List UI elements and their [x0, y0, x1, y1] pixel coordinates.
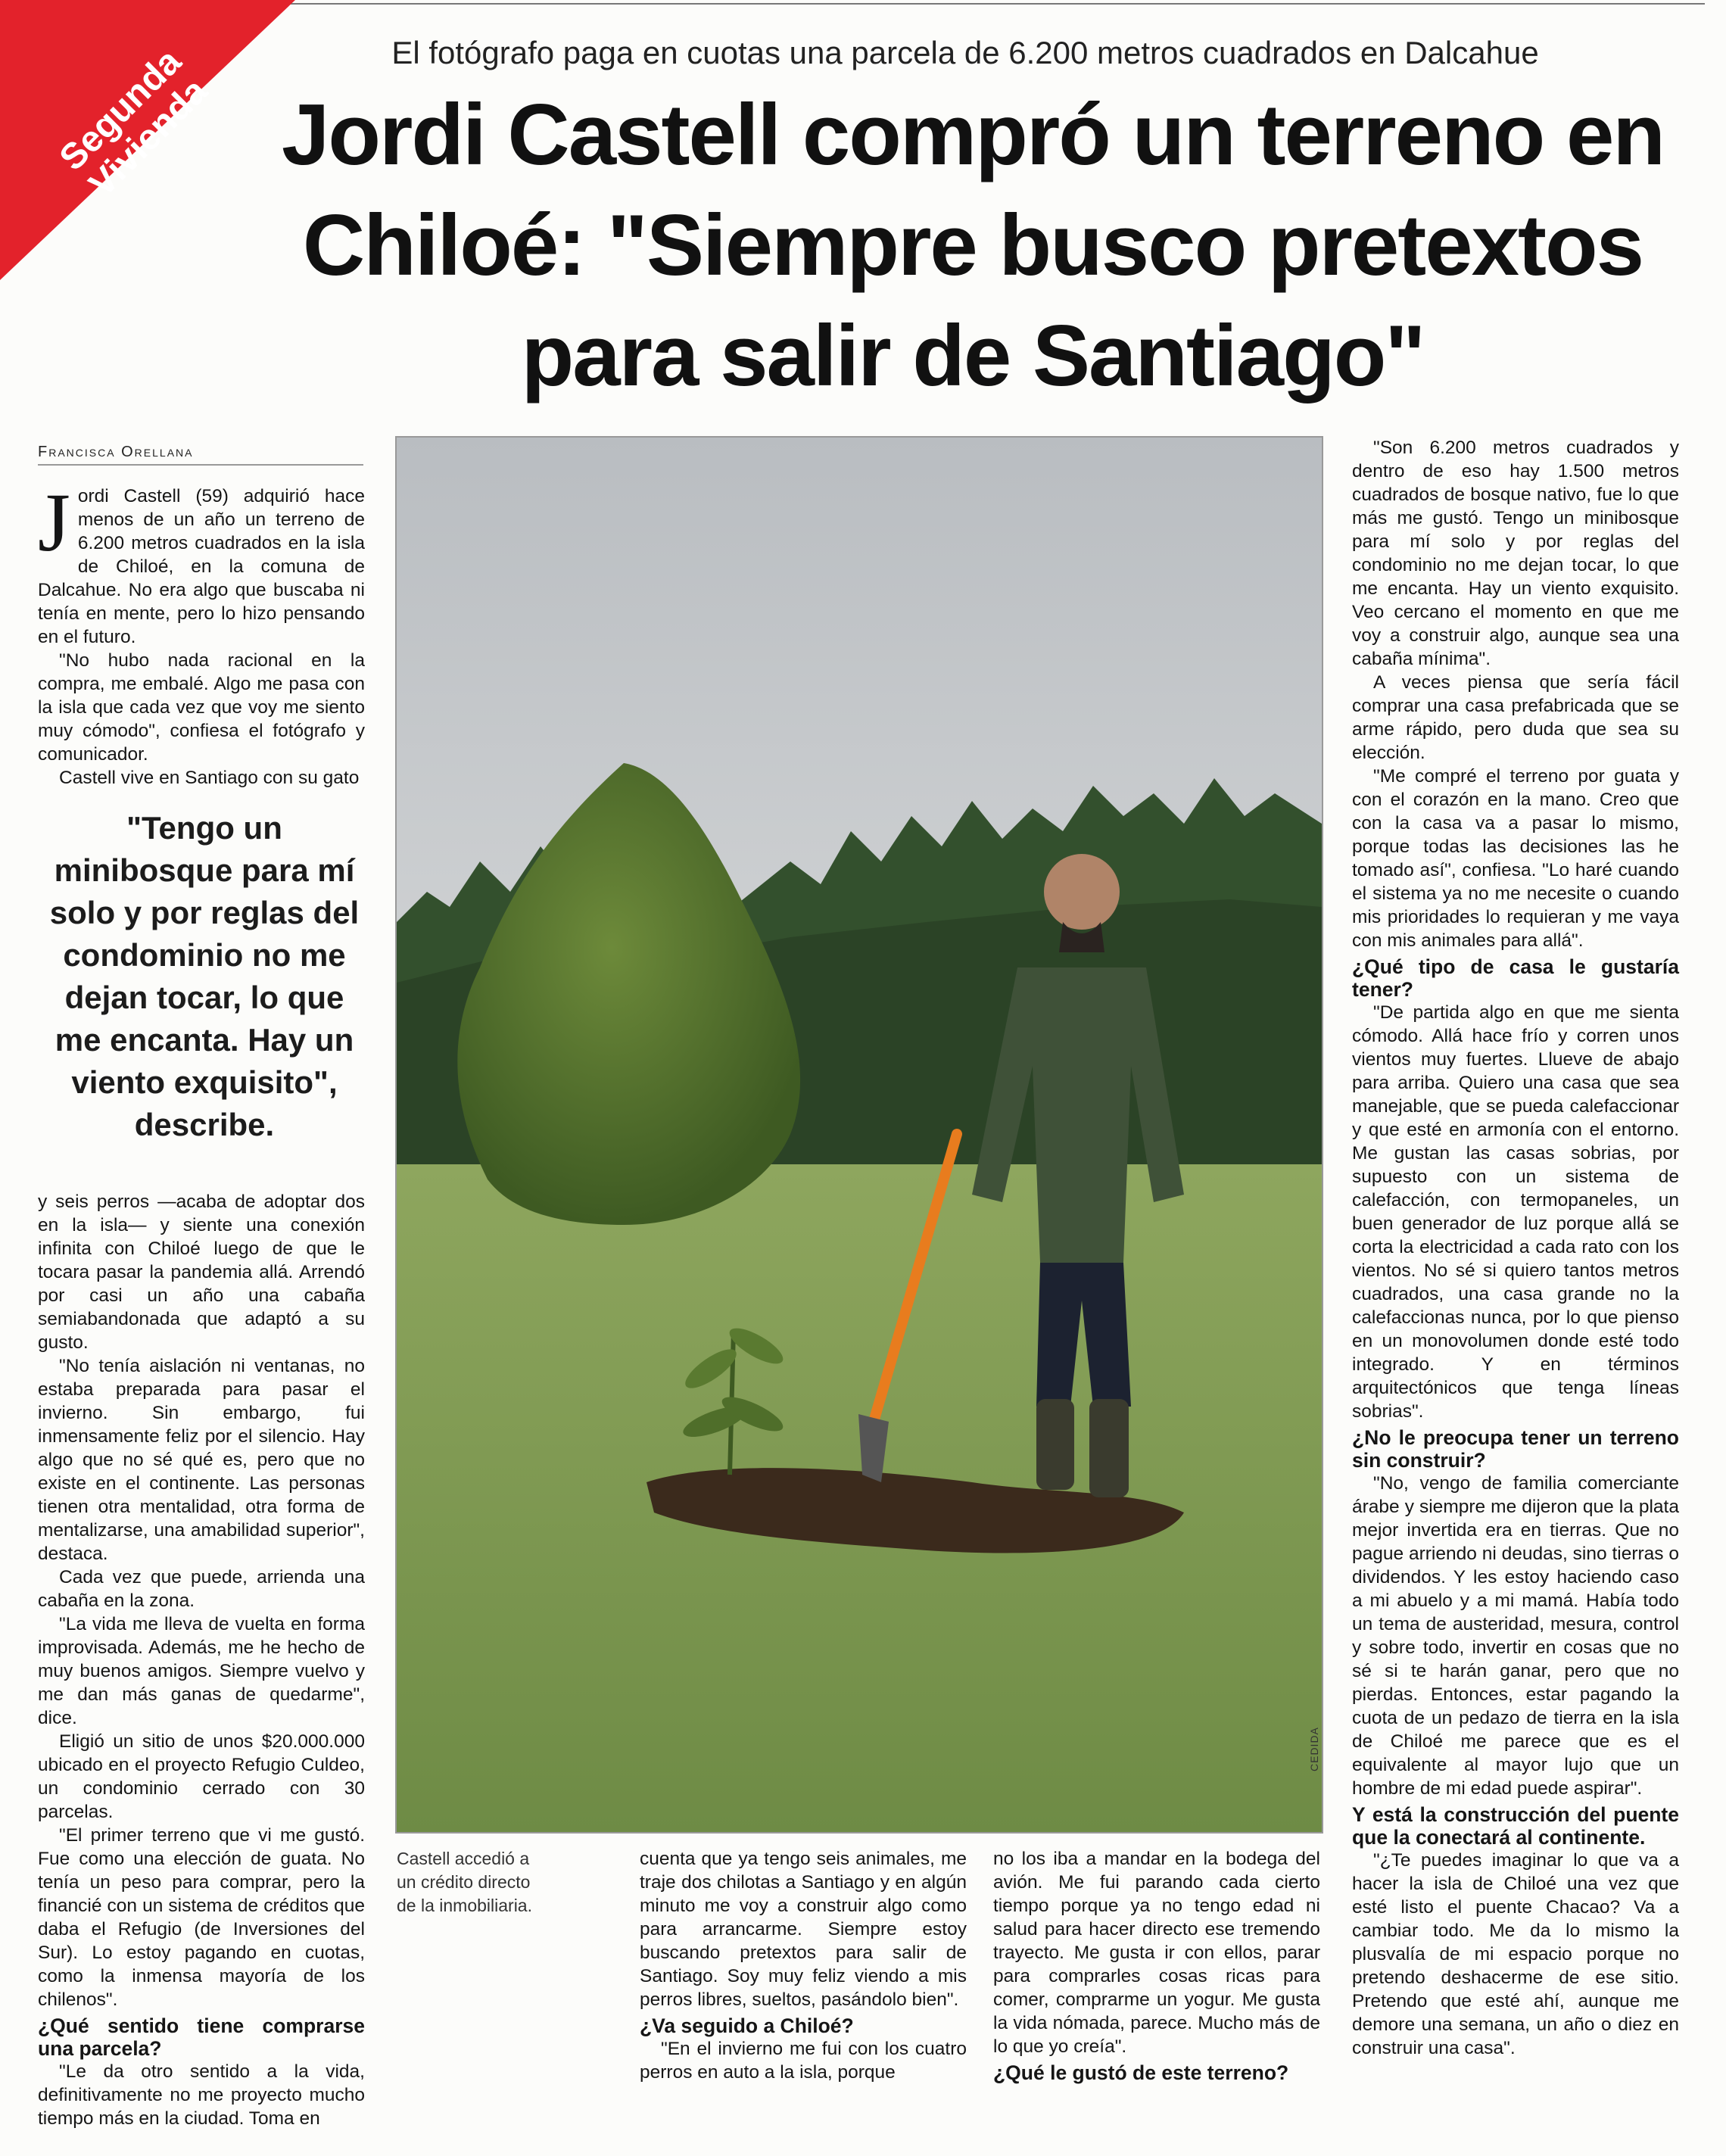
drop-cap: J: [38, 476, 70, 569]
paragraph: "No tenía aislación ni ventanas, no estaba preparada para pasar el invierno. Sin embargo, fui inmensamente feliz por el silencio. Hay algo que no sé qué es, pero que no existe en el continente. Las personas tienen otra mentalidad, otra forma de mentalizarse, una amabilidad superior", destaca.: [38, 1356, 365, 1564]
column-1-top: [38, 476, 365, 790]
headline: Jordi Castell compró un terreno en Chiloé: "Siempre busco pretextos para salir de Santiago": [281, 87, 1665, 404]
paragraph: no los iba a mandar en la bodega del avión. Me fui parando cada cierto tiempo porque ya no tengo edad ni salud para hacer directo ese tremendo trayecto. Me gusta ir con ellos, parar para comprarles cosas ricas para comer, comprarme un yogur. Me gusta la vida nómada, parece. Mucho más de lo que yo creía".: [993, 1849, 1320, 2057]
paragraph: y seis perros —acaba de adoptar dos en la isla— y siente una conexión infinita con Chiloé luego de que le tocara pasar la pandemia allá. Arrendó por casi un año una cabaña semiabandonada que adaptó a su gusto.: [38, 1192, 365, 1353]
interview-question: ¿Qué le gustó de este terreno?: [993, 2061, 1289, 2084]
paragraph: "Son 6.200 metros cuadrados y dentro de eso hay 1.500 metros cuadrados de bosque nativo, fue lo que más me gustó. Tengo un minibosque para mí solo y por reglas del condominio no me dejan tocar, lo que me encanta. Hay un viento exquisito. Veo cercano el momento en que me voy a construir algo, aunque sea una cabaña mínima".: [1352, 438, 1679, 669]
paragraph: "No, vengo de familia comerciante árabe y siempre me dijeron que la plata mejor invertida era en tierras. Que no pague arriendo ni deudas, sino tierras o dividendos. Y les estoy haciendo caso a mi abuelo y a mi mamá. Había todo un tema de austeridad, mesura, control y sobre todo, invertir en cosas que no sé si te harán ganar, pero que no pierdas. Entonces, estar pagando la cuota de un pedazo de tierra en la isla de Chiloé me parece que es el equivalente al mayor lujo que un hombre de mi edad puede aspirar".: [1352, 1473, 1679, 1799]
paragraph: Cada vez que puede, arrienda una cabaña en la zona.: [38, 1567, 365, 1611]
photo-credit: CEDIDA: [1308, 1727, 1320, 1771]
paragraph: "El primer terreno que vi me gustó. Fue como una elección de guata. No tenía un peso para comprar, pero la financié con un sistema de créditos que daba el Refugio (de Inversiones del Sur). Lo estoy pagando en cuotas, como la inmensa mayoría de los chilenos".: [38, 1825, 365, 2010]
column-4: [1352, 436, 1679, 2060]
paragraph: Eligió un sitio de unos $20.000.000 ubicado en el proyecto Refugio Culdeo, un condominio cerrado con 30 parcelas.: [38, 1731, 365, 1822]
paragraph: "¿Te puedes imaginar lo que va a hacer la isla de Chiloé una vez que esté listo el puente Chacao? Va a cambiar todo. Me da lo mismo la plusvalía de mi espacio porque no pretendo deshacerme de ese sitio. Pretendo que esté ahí, aunque me demore una semana, un año o diez en construir una casa".: [1352, 1850, 1679, 2058]
paragraph: Castell vive en Santiago con su gato: [59, 768, 360, 788]
article-photo: [395, 436, 1323, 1834]
paragraph: "No hubo nada racional en la compra, me embalé. Algo me pasa con la isla que cada vez que voy me siento muy cómodo", confiesa el fotógrafo y comunicador.: [38, 650, 365, 765]
lead-paragraph: Jordi Castell (59) adquirió hace menos de un año un terreno de 6.200 metros cuadrados en la isla de Chiloé, en la comuna de Dalcahue. No era algo que buscaba ni tenía en mente, pero lo hizo pensando en el futuro.: [38, 476, 365, 647]
paragraph: "La vida me lleva de vuelta en forma improvisada. Además, me he hecho de muy buenos amigos. Siempre vuelvo y me dan más ganas de quedarme", dice.: [38, 1614, 365, 1728]
paragraph: "Le da otro sentido a la vida, definitivamente no me proyecto mucho tiempo más en la ciudad. Toma en: [38, 2061, 365, 2129]
pull-quote: "Tengo un minibosque para mí solo y por reglas del condominio no me dejan tocar, lo que me encanta. Hay un viento exquisito", describe.: [49, 810, 360, 1142]
byline: Francisca Orellana: [38, 444, 363, 466]
interview-question: ¿Qué tipo de casa le gustaría tener?: [1352, 955, 1679, 1001]
paragraph: "En el invierno me fui con los cuatro perros en auto a la isla, porque: [640, 2039, 967, 2083]
photo-caption: Castell accedió a un crédito directo de la inmobiliaria.: [397, 1849, 532, 1915]
column-1-bottom: [38, 1190, 365, 2130]
column-3: [993, 1847, 1320, 2084]
paragraph: cuenta que ya tengo seis animales, me traje dos chilotas a Santiago y en algún minuto me voy a construir algo como para arrancarme. Siempre estoy buscando pretextos para salir de Santiago. Soy muy feliz viendo a mis perros libres, sueltos, pasándolo bien".: [640, 1849, 967, 2010]
section-label: Segunda Vivienda: [51, 41, 216, 205]
kicker: El fotógrafo paga en cuotas una parcela de 6.200 metros cuadrados en Dalcahue: [391, 35, 1539, 70]
interview-question: Y está la construcción del puente que la conectará al continente.: [1352, 1803, 1679, 1849]
interview-question: ¿Qué sentido tiene comprarse una parcela?: [38, 2014, 365, 2060]
interview-question: ¿No le preocupa tener un terreno sin construir?: [1352, 1426, 1679, 1472]
column-2: [640, 1847, 967, 2084]
paragraph: A veces piensa que sería fácil comprar una casa prefabricada que se arme rápido, pero duda que sea su elección.: [1352, 672, 1679, 763]
photo-illustration: [397, 438, 1322, 1832]
paragraph: "De partida algo en que me sienta cómodo. Allá hace frío y corren unos vientos muy fuertes. Llueve de abajo para arriba. Quiero una casa que sea manejable, que se pueda calefaccionar y que esté en armonía con el entorno. Me gustan las casas sobrias, por supuesto con un sistema de calefacción, con termopaneles, un buen generador de luz porque allá se corta la electricidad a cada rato con los vientos. No sé si quiero tantos metros cuadrados, una casa grande no la calefaccionas nunca, por lo que pienso en un monovolumen donde esté todo integrado. Y en términos arquitectónicos que tenga líneas sobrias".: [1352, 1002, 1679, 1422]
interview-question: ¿Va seguido a Chiloé?: [640, 2014, 854, 2037]
paragraph: "Me compré el terreno por guata y con el corazón en la mano. Creo que con la casa va a pasar lo mismo, porque todas las decisiones las he tomado así", confiesa. "Lo haré cuando el sistema ya no me necesite o cuando mis prioridades lo requieran y me vaya con mis animales para allá".: [1352, 766, 1679, 951]
